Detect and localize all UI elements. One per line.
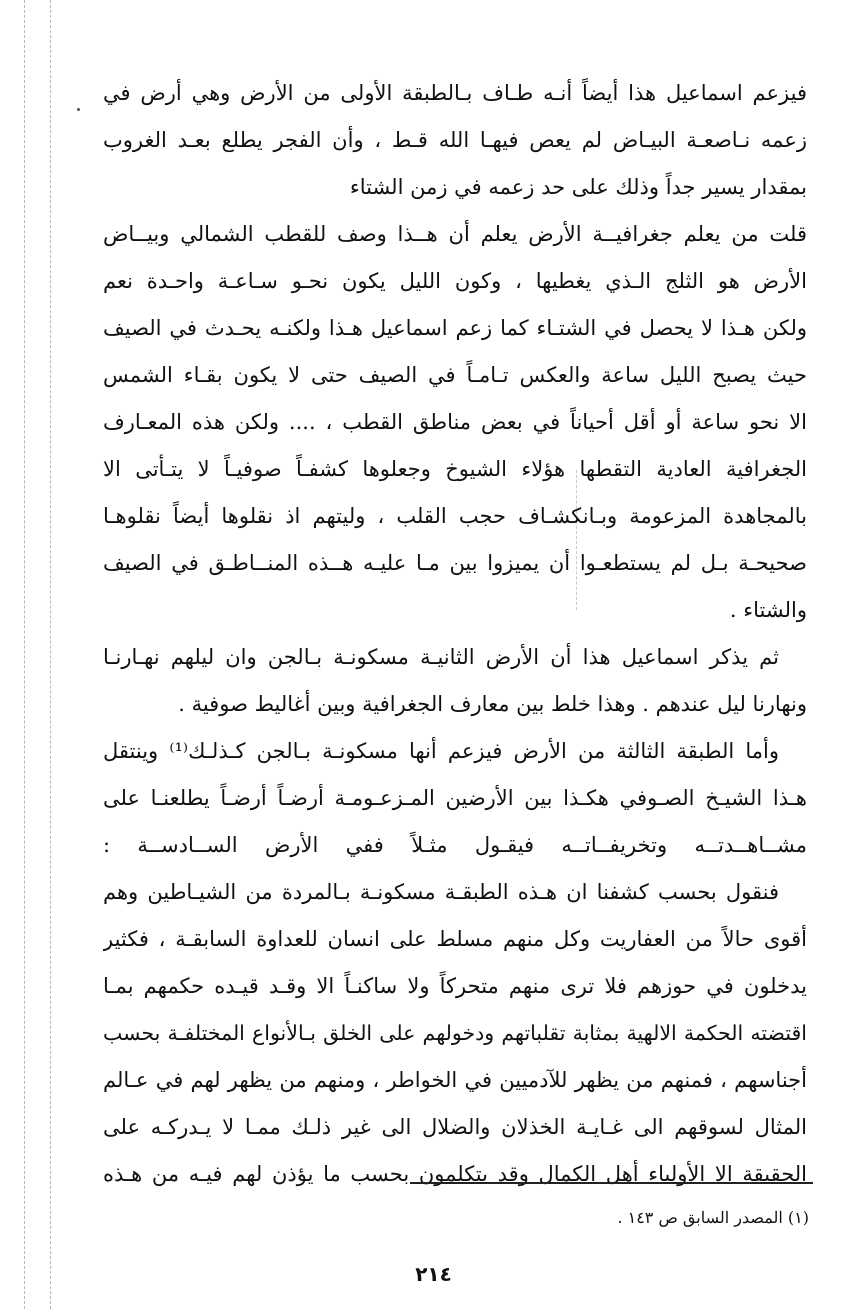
text-line: أجناسهم ، فمنهم من يظهر للآدميين في الخواطر ، ومنهم من يظهر لهم في عـالم bbox=[103, 1068, 807, 1092]
text-line: مشــاهــدتــه وتخريفــاتــه فيقـول مثـلاً ففي الأرض الســادســة : bbox=[103, 833, 807, 857]
text-line: صحيحـة بـل لم يستطعـوا أن يميزوا بين مـا عليـه هــذه المنــاطـق في الصيف bbox=[103, 551, 807, 575]
text-line: وأما الطبقة الثالثة من الأرض فيزعم أنها مسكونـة بـالجن كـذلـك⁽¹⁾ وينتقل bbox=[103, 739, 779, 763]
text-line: بالمجاهدة المزعومة وبـانكشـاف حجب القلب ، وليتهم اذ نقلوها أيضاً نقلوهـا bbox=[103, 504, 807, 528]
text-line: زعمه نـاصعـة البيـاض لم يعص فيهـا الله قـط ، وأن الفجر يطلع بعـد الغروب bbox=[103, 128, 807, 152]
text-line: المثال لسوقهم الى غـايـة الخذلان والضلال الى غير ذلـك ممـا لا يـدركـه على bbox=[103, 1115, 807, 1139]
footnote-separator bbox=[410, 1182, 813, 1184]
scan-margin-line bbox=[50, 0, 51, 1309]
footnote: (١) المصدر السابق ص ١٤٣ . bbox=[617, 1208, 809, 1227]
text-line: بمقدار يسير جداً وذلك على حد زعمه في زمن الشتاء bbox=[349, 175, 807, 199]
text-line: الجغرافية العادية التقطها هؤلاء الشيوخ وجعلوها كشفـاً صوفيـاً لا يتـأتى الا bbox=[103, 457, 807, 481]
text-line: ولكن هـذا لا يحصل في الشتـاء كما زعم اسماعيل هـذا ولكنـه يحـدث في الصيف bbox=[103, 316, 807, 340]
text-line: ثم يذكر اسماعيل هذا أن الأرض الثانيـة مسكونـة بـالجن وان ليلهم نهـارنـا bbox=[103, 645, 779, 669]
text-line: ونهارنا ليل عندهم . وهذا خلط بين معارف الجغرافية وبين أغاليط صوفية . bbox=[178, 692, 807, 716]
text-line: قلت من يعلم جغرافيــة الأرض يعلم أن هــذا وصف للقطب الشمالي وبيــاض bbox=[103, 222, 807, 246]
text-line: أقوى حالاً من العفاريت وكل منهم مسلط على انسان للعداوة السابقـة ، فكثير bbox=[103, 927, 807, 951]
text-line: الأرض هو الثلج الـذي يغطيها ، وكون الليل يكون نحـو سـاعـة واحـدة نعم bbox=[103, 269, 807, 293]
text-line: هـذا الشيـخ الصـوفي هكـذا بين الأرضين المـزعـومـة أرضـاً أرضـاً يطلعنـا على bbox=[103, 786, 807, 810]
text-line: والشتاء . bbox=[729, 598, 807, 622]
scan-margin-line bbox=[24, 0, 25, 1309]
scan-speck bbox=[77, 108, 80, 111]
page-number: ٢١٤ bbox=[415, 1262, 452, 1286]
body-text bbox=[103, 70, 807, 1198]
text-line: فنقول بحسب كشفنا ان هـذه الطبقـة مسكونـة بـالمردة من الشيـاطين وهم bbox=[103, 880, 779, 904]
text-line: الا نحو ساعة أو أقل أحياناً في بعض مناطق القطب ، .... ولكن هذه المعـارف bbox=[103, 410, 807, 434]
text-line: الحقيقة الا الأولياء أهل الكمال وقد يتكلمون بحسب ما يؤذن لهم فيـه من هـذه bbox=[103, 1162, 807, 1186]
text-line: اقتضته الحكمة الالهية بمثابة تقلباتهم ودخولهم على الخلق بـالأنواع المختلفـة بحسب bbox=[103, 1021, 807, 1045]
text-line: فيزعم اسماعيل هذا أيضاً أنـه طـاف بـالطبقة الأولى من الأرض وهي أرض في bbox=[103, 81, 807, 105]
text-line: حيث يصبح الليل ساعة والعكس تـامـاً في الصيف حتى لا يكون بقـاء الشمس bbox=[103, 363, 807, 387]
text-line: يدخلون في حوزهم فلا ترى منهم متحركاً ولا ساكنـاً الا وقـد قيـده حكمهم بمـا bbox=[103, 974, 807, 998]
